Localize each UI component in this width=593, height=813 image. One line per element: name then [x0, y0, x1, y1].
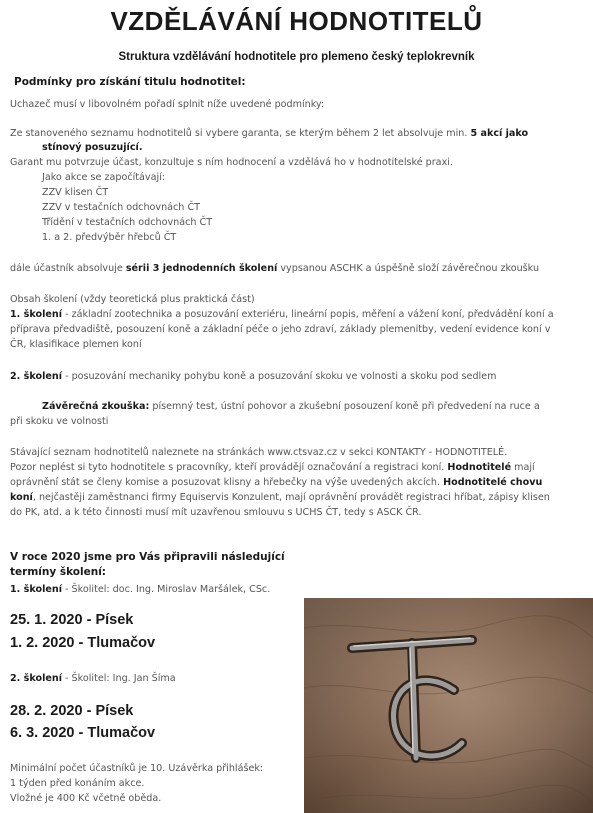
- note-line: Vložné je 400 Kč včetně oběda.: [10, 793, 162, 804]
- school1-line3: ČR, klasifikace plemen koní: [10, 339, 142, 350]
- school1-line2: příprava předvadiště, posouzení koně a základní péče o jeho zdraví, základy plemenitby, vedení evidence koní v: [10, 324, 551, 335]
- conditions-p1-line1: Ze stanoveného seznamu hodnotitelů si vybere garanta, se kterým během 2 let absolvuje min. 5 akcí jako: [10, 128, 529, 139]
- counted-item: Třídění v testačních odchovnách ČT: [42, 217, 213, 228]
- term2-date: 28. 2. 2020 - Písek: [10, 703, 134, 719]
- counted-item: 1. a 2. předvýběr hřebců ČT: [42, 232, 177, 243]
- page-subtitle: Struktura vzdělávání hodnotitele pro plemeno český teplokrevník: [118, 51, 475, 63]
- schedule-intro-1: V roce 2020 jsme pro Vás připravili následující: [10, 551, 285, 563]
- info-line1: Stávající seznam hodnotitelů naleznete na stránkách www.ctsvaz.cz v sekci KONTAKTY - HODNOTITELÉ.: [10, 447, 508, 458]
- conditions-p1-line2: stínový posuzující.: [42, 142, 143, 153]
- term1-date: 25. 1. 2020 - Písek: [10, 612, 134, 628]
- info-line3: oprávnění stát se členy komise a posuzovat klisny a hřebečky na výše uvedených akcích. Hodnotitelé chovu: [10, 477, 543, 488]
- info-line2: Pozor neplést si tyto hodnotitele s pracovníky, kteří provádějí označování a registraci koní. Hodnotitelé mají: [10, 462, 535, 473]
- info-line5: do PK, atd. a k této činnosti musí mít uzavřenou smlouvu s UCHS ČT, tedy s ASCK ČR.: [10, 507, 422, 518]
- counted-item: ZZV klisen ČT: [42, 187, 109, 198]
- conditions-intro: Uchazeč musí v libovolném pořadí splnit níže uvedené podmínky:: [10, 99, 325, 110]
- info-line4: koní, nejčastěji zaměstnanci firmy Equiservis Konzulent, mají oprávnění provádět registraci hříbat, zápisy klisen: [10, 492, 550, 503]
- school2-line: 2. školení - posuzování mechaniky pohybu koně a posuzování skoku ve volnosti a skoku pod sedlem: [10, 371, 497, 382]
- term1-date: 1. 2. 2020 - Tlumačov: [10, 635, 156, 651]
- term1-line: 1. školení - Školitel: doc. Ing. Miroslav Maršálek, CSc.: [10, 584, 271, 595]
- conditions-label: Podmínky pro získání titulu hodnotitel:: [14, 76, 246, 88]
- exam-line2: při skoku ve volnosti: [10, 416, 109, 427]
- horse-brand-icon: [304, 598, 593, 813]
- school1-line1: 1. školení - základní zootechnika a posuzování exteriéru, lineární popis, měření a vážení koní, předvádění koní a: [10, 309, 554, 320]
- conditions-p3: dále účastník absolvuje sérii 3 jednodenních školení vypsanou ASCHK a úspěšně složí závěrečnou zkoušku: [10, 263, 540, 274]
- content-heading: Obsah školení (vždy teoretická plus praktická část): [10, 294, 255, 305]
- schedule-intro-2: termíny školení:: [10, 566, 106, 578]
- note-line: Minimální počet účastníků je 10. Uzávěrka přihlášek:: [10, 763, 264, 774]
- note-line: 1 týden před konáním akce.: [10, 778, 145, 789]
- page-title: VZDĚLÁVÁNÍ HODNOTITELŮ: [110, 6, 483, 36]
- brand-mark-photo: [304, 598, 593, 813]
- term2-date: 6. 3. 2020 - Tlumačov: [10, 725, 156, 741]
- exam-line1: Závěrečná zkouška: písemný test, ústní pohovor a zkušební posouzení koně při předvedení na ruce a: [42, 401, 540, 412]
- counted-intro: Jako akce se započítávají:: [42, 172, 166, 183]
- term2-line: 2. školení - Školitel: Ing. Jan Šíma: [10, 673, 176, 684]
- counted-item: ZZV v testačních odchovnách ČT: [42, 202, 200, 213]
- conditions-p2: Garant mu potvrzuje účast, konzultuje s ním hodnocení a vzdělává ho v hodnotitelské praxi.: [10, 157, 453, 168]
